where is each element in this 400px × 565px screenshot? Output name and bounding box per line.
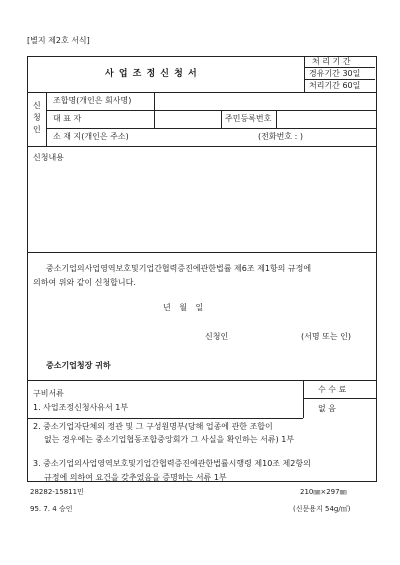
document-item-2-line-1: 2. 중소기업자단체의 정관 및 그 구성원명부(당해 업종에 관한 조합이: [33, 422, 273, 431]
addressee: 중소기업청장 귀하: [46, 361, 111, 370]
footer-paper-type: (신문용지 54g/㎡): [293, 505, 351, 513]
document-item-3-line-1: 3. 중소기업의사업영역보호및기업간협력증진에관한법률시행령 제10조 제2항의: [33, 459, 311, 468]
address-label: 소 재 지(개인은 주소): [53, 132, 129, 141]
documents-header: 구비서류: [33, 389, 64, 398]
form-title: 사 업 조 정 신 청 서: [105, 69, 198, 79]
union-name-label: 조합명(개인은 회사명): [53, 96, 132, 105]
fee-value: 없 음: [318, 404, 336, 413]
request-content-field[interactable]: [30, 166, 372, 248]
footer-paper-size: 210㎜×297㎜: [300, 488, 347, 496]
applicant-label-1: 신: [33, 101, 41, 110]
document-item-3-line-2: 규정에 의하여 요건을 갖추었음을 증명하는 서류 1부: [44, 473, 227, 482]
resident-number-field[interactable]: [278, 112, 374, 126]
union-name-field[interactable]: [156, 94, 374, 108]
date-line: 년 월 일: [163, 303, 204, 312]
fee-header: 수 수 료: [318, 385, 347, 394]
footer-form-code: 28282-15811민: [30, 488, 84, 496]
address-field[interactable]: [156, 130, 256, 144]
form-label: [별지 제2호 서식]: [27, 36, 90, 45]
statement-line-1: 중소기업의사업영역보호및기업간협력증진에관한법률 제6조 제1항의 규정에: [46, 264, 312, 273]
applicant-label-2: 청: [33, 113, 41, 122]
transit-period: 경유기간 30일: [309, 69, 361, 78]
resident-number-label: 주민등록번호: [225, 114, 272, 123]
processing-period: 처리기간 60일: [309, 81, 361, 90]
signer-field[interactable]: [240, 329, 298, 343]
statement-line-2: 의하여 위와 같이 신청합니다.: [33, 278, 136, 287]
phone-label: (전화번호 : ): [258, 132, 303, 141]
document-item-1: 1. 사업조정신청사유서 1부: [33, 403, 129, 412]
applicant-label-3: 인: [33, 125, 41, 134]
document-item-2-line-2: 없는 경우에는 중소기업협동조합중앙회가 그 사실을 확인하는 서류) 1부: [44, 435, 295, 444]
signer-label: 신청인: [205, 332, 229, 341]
request-content-label: 신청내용: [33, 153, 64, 162]
sign-note: (서명 또는 인): [301, 332, 351, 341]
representative-field[interactable]: [156, 112, 219, 126]
representative-label: 대 표 자: [53, 114, 82, 123]
processing-period-header: 처 리 기 간: [312, 57, 351, 66]
footer-approval-date: 95. 7. 4 승인: [30, 505, 73, 513]
